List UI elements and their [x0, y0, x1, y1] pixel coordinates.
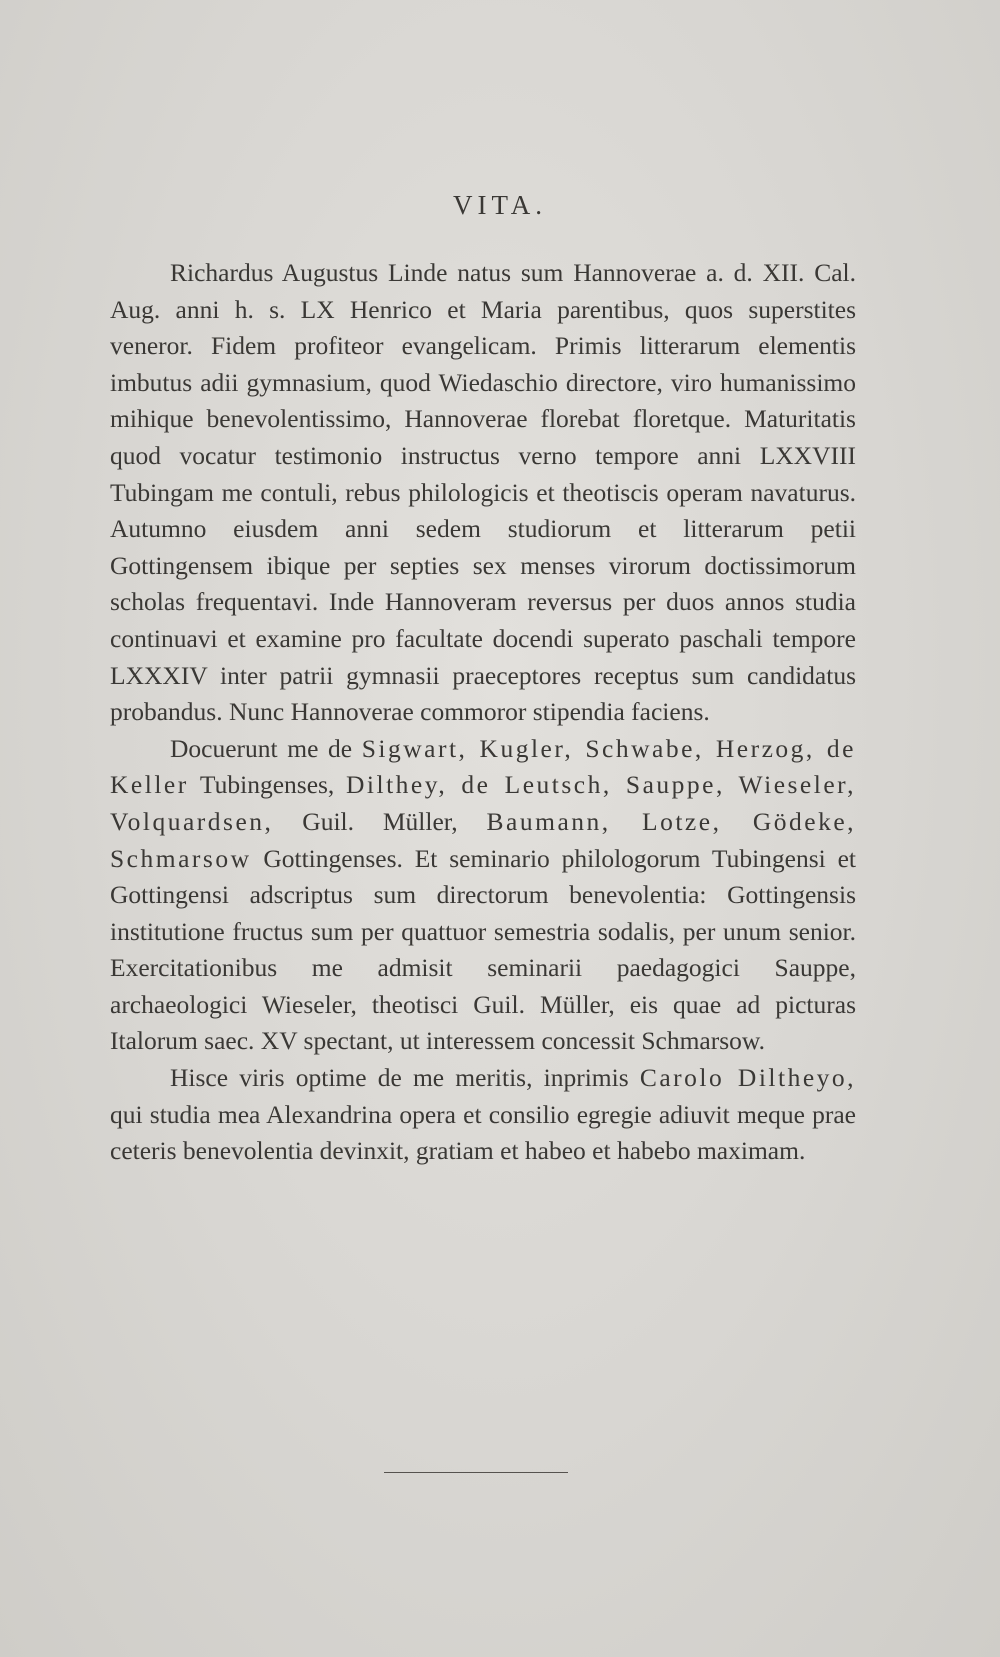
seminars-text: Gottingenses. Et seminario philologorum Tubingensi et Gottingensi adscriptus sum directorum benevolentia: Gottingensis institutione fructus sum per quattuor semestria sodalis, per unum senior. Exercitationibus me admisit seminarii paedagogici Sauppe, archaeologici Wieseler, theotisci Guil. Müller, eis quae ad picturas Italorum saec. XV spectant, ut interessem concessit Schmarsow. — [110, 843, 856, 1056]
tubingen-label-text: Tubingenses, — [188, 770, 346, 800]
thanks-name-dilthey: Carolo Diltheyo, — [639, 1063, 857, 1093]
thanks-intro-text: Hisce viris optime de me meritis, inprimis — [170, 1063, 640, 1093]
paragraph-biography: Richardus Augustus Linde natus sum Hannoverae a. d. XII. Cal. Aug. anni h. s. LX Henrico et Maria parentibus, quos superstites veneror. Fidem profiteor evangelicam. Primis litterarum elementis imbutus adii gymnasium, quod Wiedaschio directore, viro humanissimo mihique benevolentissimo, Hannoverae florebat floretque. Maturitatis quod vocatur testimonio instructus verno tempore anni LXXVIII Tubingam me contuli, rebus philologicis et theotiscis operam navaturus. Autumno eiusdem anni sedem studiorum et litterarum petii Gottingensem ibique per septies sex menses virorum doctissimorum scholas frequentavi. Inde Hannoveram reversus per duos annos studia continuavi et examine pro facultate docendi superato paschali tempore LXXXIV inter patrii gymnasii praeceptores receptus sum candidatus probandus. Nunc Hannoverae commoror stipendia faciens. — [110, 258, 856, 727]
teacher-names-tubingen: Sigwart, Kugler, Schwabe, Herzog, de Keller — [110, 733, 856, 800]
paragraph-thanks — [110, 1060, 856, 1170]
teacher-names-gottingen-2: Baumann, Lotze, Gödeke, Schmarsow — [110, 806, 857, 873]
teacher-mueller-text: Guil. Müller, — [273, 806, 487, 836]
vita-body — [110, 255, 856, 1170]
closing-rule-divider — [384, 1472, 568, 1473]
teachers-intro-text: Docuerunt me de — [170, 733, 362, 763]
paragraph-teachers — [110, 731, 856, 1060]
page-title: VITA. — [452, 190, 548, 220]
teacher-names-gottingen-1: Dilthey, de Leutsch, Sauppe, Wieseler, Volquardsen, — [110, 770, 857, 836]
thanks-closing-text: qui studia mea Alexandrina opera et consilio egregie adiuvit meque prae ceteris benevolentia devinxit, gratiam et habeo et habebo maximam. — [110, 1099, 856, 1166]
